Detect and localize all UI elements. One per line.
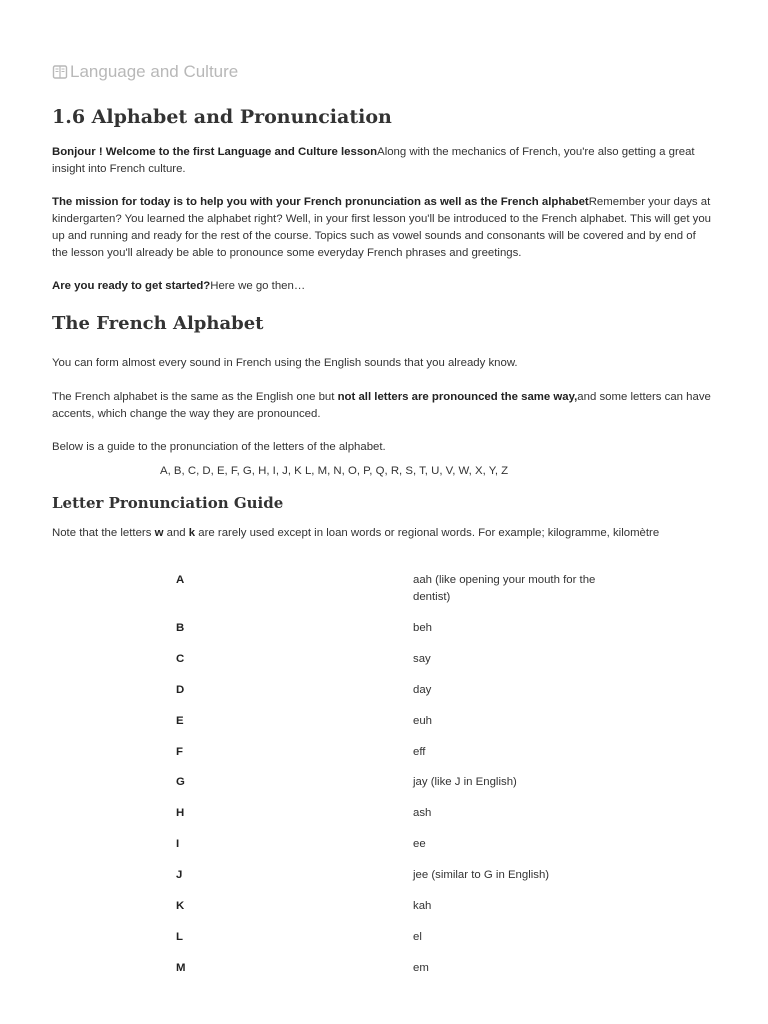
intro-p3-bold: Are you ready to get started? [52, 280, 211, 292]
section-header-label: Language and Culture [70, 62, 239, 81]
letter-cell: I [176, 838, 180, 850]
pronunciation-cell: aah (like opening your mouth for the dentist) [413, 574, 596, 603]
intro-p1-rest: Along with the mechanics of French, you're also getting a great insight into French culture. [52, 146, 695, 175]
guide-note-end: are rarely used except in loan words or regional words. For example; kilogramme, kilomètre [195, 527, 660, 539]
guide-note-start: Note that the letters [52, 527, 155, 539]
letter-cell: L [176, 931, 183, 943]
letter-cell: J [176, 869, 183, 881]
alphabet-p2-end: and some letters can have accents, which change the way they are pronounced. [52, 391, 711, 420]
letter-cell: M [176, 962, 186, 974]
pronunciation-cell: euh [413, 715, 433, 727]
section-header[interactable] [52, 62, 238, 82]
pronunciation-cell: eff [413, 746, 426, 758]
guide-note-and: and [163, 527, 189, 539]
letter-cell: C [176, 653, 185, 665]
letter-cell: H [176, 807, 185, 819]
alphabet-p2-start: The French alphabet is the same as the English one but [52, 391, 338, 403]
pronunciation-cell: jee (similar to G in English) [413, 869, 550, 881]
alphabet-section-title: The French Alphabet [52, 313, 264, 334]
lesson-title: 1.6 Alphabet and Pronunciation [52, 106, 392, 128]
alphabet-p2-bold: not all letters are pronounced the same way, [337, 391, 578, 403]
intro-paragraph-1 [52, 144, 714, 178]
letter-cell: F [176, 746, 183, 758]
alphabet-paragraph-2 [52, 389, 714, 423]
alphabet-paragraph-3: Below is a guide to the pronunciation of the letters of the alphabet. [52, 441, 386, 453]
alphabet-paragraph-1: You can form almost every sound in French using the English sounds that you already know. [52, 357, 518, 369]
letter-cell: G [176, 776, 185, 788]
pronunciation-cell: say [413, 653, 431, 665]
letter-cell: K [176, 900, 185, 912]
pronunciation-cell: em [413, 962, 429, 974]
guide-note-k: k [188, 527, 196, 539]
pronunciation-cell: el [413, 931, 422, 943]
intro-p3-rest: Here we go then… [210, 280, 306, 292]
pronunciation-cell: kah [413, 900, 432, 912]
letter-cell: B [176, 622, 185, 634]
guide-note [52, 525, 714, 542]
intro-p2-bold: The mission for today is to help you with your French pronunciation as well as the French alphabet [52, 196, 589, 208]
pronunciation-cell: ee [413, 838, 426, 850]
alphabet-letters-line: A, B, C, D, E, F, G, H, I, J, K L, M, N, O, P, Q, R, S, T, U, V, W, X, Y, Z [160, 465, 509, 477]
pronunciation-cell: jay (like J in English) [413, 776, 517, 788]
intro-p2-rest: Remember your days at kindergarten? You learned the alphabet right? Well, in your first lesson you'll be introduced to the French alphabet. This will get you up and running and ready for the rest of the course. Topics such as vowel sounds and consonants will be covered and by end of the lesson you'll already be able to pronounce some everyday French phrases and greetings. [52, 196, 712, 259]
intro-p1-bold: Bonjour ! Welcome to the first Language and Culture lesson [52, 146, 378, 158]
letter-cell: E [176, 715, 184, 727]
pronunciation-cell: ash [413, 807, 432, 819]
letter-cell: D [176, 684, 185, 696]
guide-section-title: Letter Pronunciation Guide [52, 494, 284, 512]
pronunciation-cell: beh [413, 622, 433, 634]
guide-note-w: w [154, 527, 164, 539]
intro-paragraph-3 [52, 278, 714, 295]
letter-cell: A [176, 574, 185, 586]
intro-paragraph-2 [52, 194, 714, 262]
pronunciation-cell: day [413, 684, 432, 696]
book-icon [52, 64, 68, 80]
